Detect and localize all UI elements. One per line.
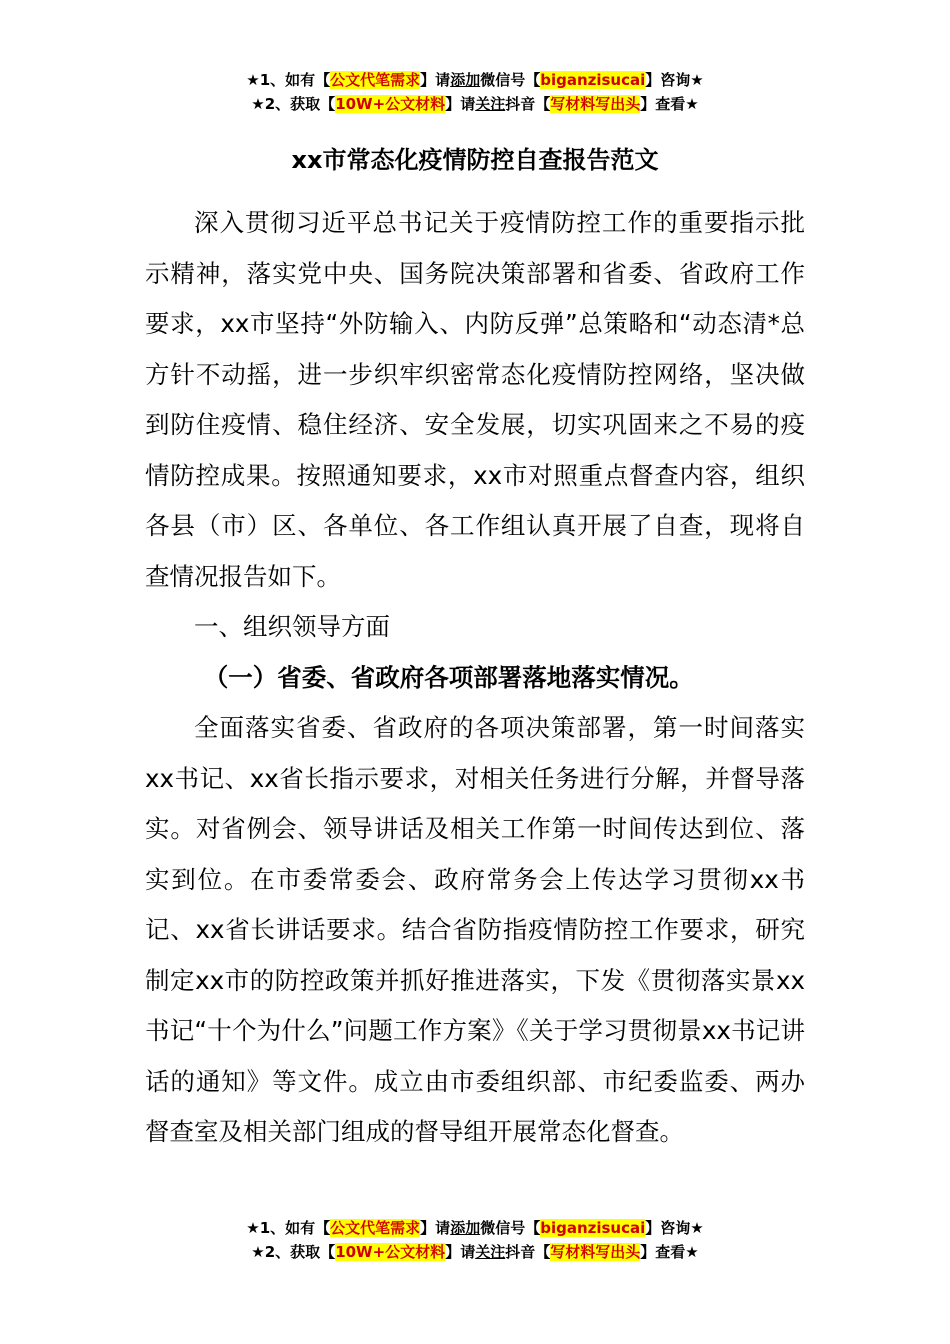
document-body [145, 198, 805, 1158]
promo-douyin-id: 写材料写出头 [550, 1243, 641, 1261]
subsection-heading: （一）省委、省政府各项部署落地落实情况。 [203, 662, 694, 692]
section-heading: 一、组织领导方面 [194, 612, 390, 641]
promo-highlight: 10W+公文材料 [335, 1243, 446, 1261]
promo-text: 】请 [420, 1219, 451, 1237]
promo-line-1 [0, 1216, 950, 1240]
document-title: xx市常态化疫情防控自查报告范文 [291, 146, 659, 174]
promo-underlined: 关注 [475, 1243, 506, 1261]
promo-underlined: 添加 [450, 1219, 481, 1237]
promo-text: 抖音【 [505, 1243, 551, 1261]
promo-highlight: 公文代笔需求 [330, 71, 421, 89]
promo-douyin-id: 写材料写出头 [550, 95, 641, 113]
promo-underlined: 添加 [450, 71, 481, 89]
promo-wechat-id: biganzisucai [540, 71, 646, 89]
promo-wechat-id: biganzisucai [540, 1219, 646, 1237]
intro-paragraph: 深入贯彻习近平总书记关于疫情防控工作的重要指示批示精神，落实党中央、国务院决策部署和省委、省政府工作要求，xx市坚持“外防输入、内防反弹”总策略和“动态清*总方针不动摇，进一步织牢织密常态化疫情防控网络，坚决做到防住疫情、稳住经济、安全发展，切实巩固来之不易的疫情防控成果。按照通知要求，xx市对照重点督查内容，组织各县（市）区、各单位、各工作组认真开展了自查，现将自查情况报告如下。 [145, 208, 805, 591]
promo-text: 抖音【 [505, 95, 551, 113]
promo-line-2 [0, 1240, 950, 1264]
promo-underlined: 关注 [475, 95, 506, 113]
promo-text: ★2、获取【 [251, 1243, 336, 1261]
top-promo-banner [0, 68, 950, 116]
promo-text: 微信号【 [480, 1219, 541, 1237]
promo-text: ★1、如有【 [246, 71, 331, 89]
promo-text: 】查看★ [640, 95, 699, 113]
promo-text: 】咨询★ [645, 1219, 704, 1237]
promo-line-1 [0, 68, 950, 92]
promo-highlight: 10W+公文材料 [335, 95, 446, 113]
promo-text: 微信号【 [480, 71, 541, 89]
promo-text: ★2、获取【 [251, 95, 336, 113]
promo-text: 】请 [445, 1243, 476, 1261]
promo-highlight: 公文代笔需求 [330, 1219, 421, 1237]
promo-text: 】查看★ [640, 1243, 699, 1261]
promo-text: ★1、如有【 [246, 1219, 331, 1237]
body-paragraph: 全面落实省委、省政府的各项决策部署，第一时间落实xx书记、xx省长指示要求，对相关任务进行分解，并督导落实。对省例会、领导讲话及相关工作第一时间传达到位、落实到位。在市委常委会、政府常务会上传达学习贯彻xx书记、xx省长讲话要求。结合省防指疫情防控工作要求，研究制定xx市的防控政策并抓好推进落实，下发《贯彻落实景xx书记“十个为什么”问题工作方案》《关于学习贯彻景xx书记讲话的通知》等文件。成立由市委组织部、市纪委监委、两办督查室及相关部门组成的督导组开展常态化督查。 [145, 713, 805, 1146]
promo-text: 】请 [445, 95, 476, 113]
promo-text: 】请 [420, 71, 451, 89]
bottom-promo-banner [0, 1216, 950, 1264]
promo-text: 】咨询★ [645, 71, 704, 89]
promo-line-2 [0, 92, 950, 116]
